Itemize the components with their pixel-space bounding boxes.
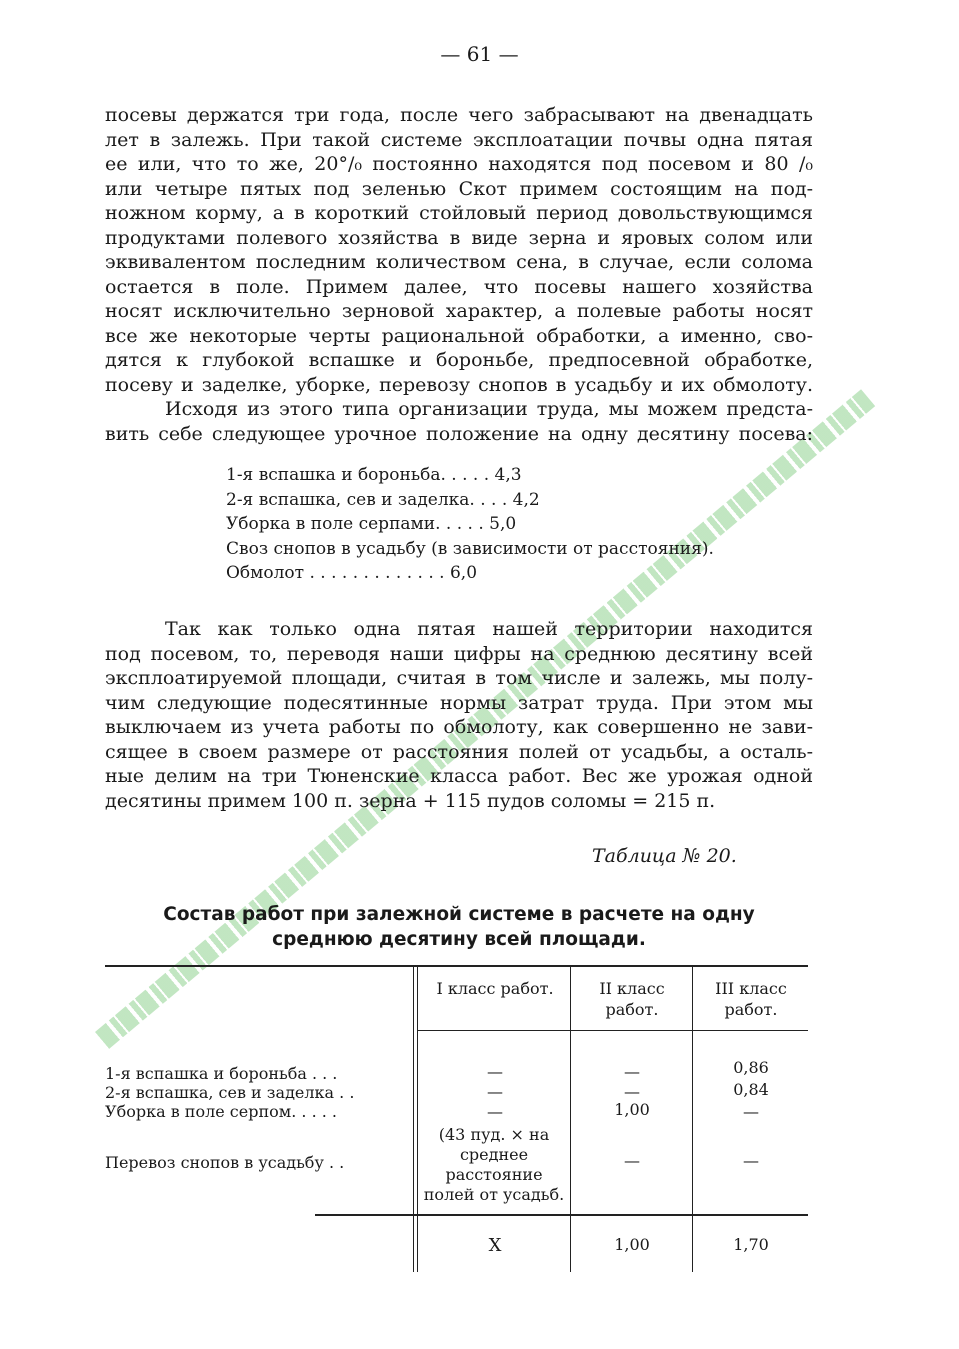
table-cell: — [487,1062,503,1081]
table-title [105,902,813,952]
work-list [226,463,714,586]
text-line: остается в поле. Примем далее, что посевы нашего хозяйства [105,275,813,298]
table-title-line: среднюю десятину всей площади. [272,929,646,950]
table-total-cell: X [488,1235,502,1256]
text-line: ее или, что то же, 20°/₀ постоянно находятся под посевом и 80 /₀ [105,153,813,175]
list-label: 2-я вспашка, сев и заделка. . . . [226,489,508,510]
table-cell: 0,86 [733,1058,769,1077]
list-value: 4,2 [512,489,540,510]
table-header-rule [418,1030,808,1031]
list-label: Уборка в поле серпами. . . . . [226,514,484,534]
list-label: Своз снопов в усадьбу (в зависимости от расстояния). [226,538,714,559]
table-total-cell: 1,70 [733,1235,769,1254]
table-cell: — [624,1082,640,1101]
table-cell: 0,84 [733,1080,769,1099]
text-line: продуктами полевого хозяйства в виде зерна и яровых солом или [105,226,813,249]
table-cell: — [487,1102,503,1121]
table-column-rule [413,967,414,1272]
table-header-class-3: III класс работ. [715,979,787,1019]
text-line: десятины примем 100 п. зерна + 115 пудов соломы = 215 п. [105,789,716,812]
list-label: Обмолот . . . . . . . . . . . . . [226,563,445,583]
table-cell: — [624,1151,640,1170]
text-line: ные делим на три Тюненские класса работ. Вес же урожая одной [105,765,813,787]
list-value: 6,0 [449,563,478,583]
paragraph-3 [105,617,813,813]
text-line: сящее в своем размере от расстояния полей от усадьбы, а осталь- [105,740,813,763]
text-line: или четыре пятых под зеленью Скот примем состоящим на под- [105,177,813,200]
text-line: эксплоатируемой площади, считая в том числе и залежь, мы полу- [105,667,813,689]
list-item [226,488,714,513]
table-title-line: Состав работ при залежной системе в расчете на одну [163,904,755,925]
table-cell: — [487,1082,503,1101]
table-column-rule [692,967,693,1272]
list-label: 1-я вспашка и бороньба. . . . . [226,465,490,485]
table-row-label: Перевоз снопов в усадьбу . . [105,1153,345,1172]
text-line: носят исключительно зерновой характер, а полевые работы носят [105,300,813,322]
text-line: лет в залежь. При такой системе эксплоатации почвы одна пятая [105,128,813,151]
text-line: Исходя из этого типа организации труда, мы можем предста- [165,398,813,420]
page-number: — 61 — [440,42,519,66]
text-line: все же некоторые черты рациональной обработки, а именно, сво- [105,324,813,347]
table-column-rule [417,967,418,1272]
text-line: посевы держатся три года, после чего забрасывают на двенадцать [105,104,813,126]
list-item [226,537,714,562]
table-column-rule [570,967,571,1272]
table-total-rule [315,1214,808,1216]
table-row-label: 1-я вспашка и бороньба . . . [105,1064,338,1083]
table-cell: — [743,1102,759,1121]
text-line: Так как только одна пятая нашей территории находится [165,618,813,640]
table-cell: 1,00 [614,1100,650,1119]
text-line: чим следующие подесятинные нормы затрат труда. При этом мы [105,691,813,714]
table-total-cell: 1,00 [614,1235,650,1254]
text-line: эквивалентом последним количеством сена, в случае, если солома [105,251,813,273]
table-header-class-2: II класс работ. [599,979,665,1019]
text-line: дятся к глубокой вспашке и бороньбе, предпосевной обработке, [105,349,813,371]
text-line: выключаем из учета работы по обмолоту, как совершенно не зави- [105,716,813,738]
list-item [226,512,714,537]
table-cell: — [743,1151,759,1170]
table-row-label: Уборка в поле серпом. . . . . [105,1102,337,1121]
table-cell-note: (43 пуд. × на среднее расстояние полей от усадьб. [423,1125,565,1204]
list-item [226,561,714,586]
paragraph-1 [105,103,813,397]
table-caption: Таблица № 20. [592,845,737,867]
text-line: под посевом, то, переводя наши цифры на среднюю десятину всей [105,642,813,665]
table-top-rule [105,965,808,967]
list-value: 4,3 [494,465,522,485]
list-item [226,463,714,488]
table-cell: — [624,1062,640,1081]
paragraph-2 [105,397,813,446]
text-line: посеву и заделке, уборке, перевозу снопов в усадьбу и их обмолоту. [105,373,813,396]
table-row-label: 2-я вспашка, сев и заделка . . [105,1083,355,1102]
text-line: вить себе следующее урочное положение на одну десятину посева: [105,422,813,445]
list-value: 5,0 [489,514,517,534]
table-header-class-1: I класс работ. [436,979,554,998]
text-line: ножном корму, а в короткий стойловый период довольствующимся [105,202,813,224]
